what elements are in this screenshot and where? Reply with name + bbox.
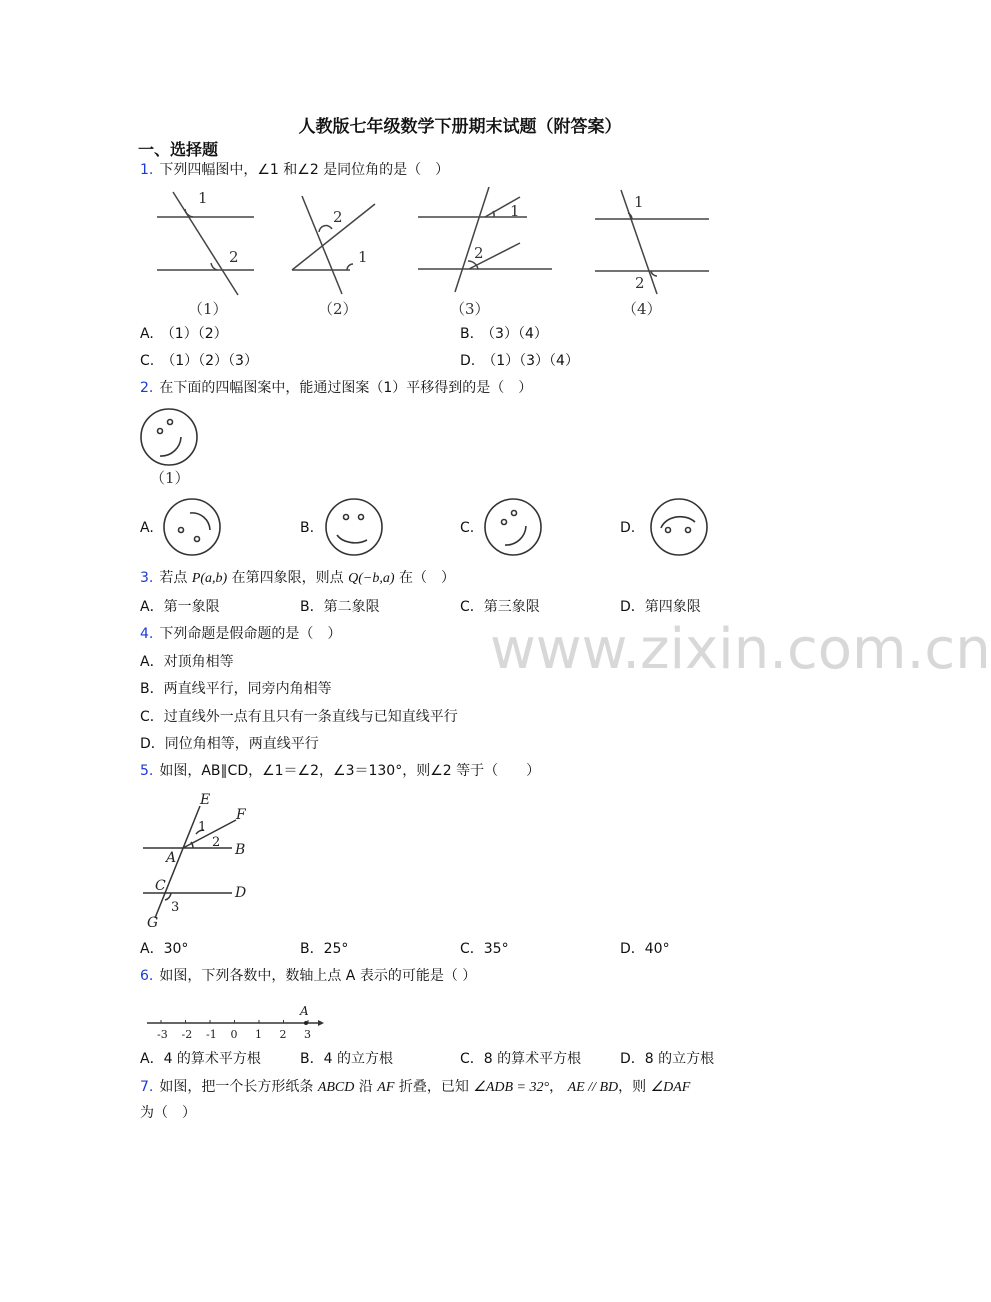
option-b[interactable]: B．第二象限 — [300, 599, 380, 615]
math: AF — [377, 1080, 395, 1095]
option-c[interactable]: C．第三象限 — [460, 599, 540, 615]
axis-tick-label: 3 — [304, 1028, 311, 1041]
angle-label: 1 — [358, 248, 368, 266]
text: ，则 — [618, 1079, 651, 1095]
option-c[interactable]: C. — [460, 520, 475, 536]
option-d[interactable]: D．8 的立方根 — [620, 1051, 715, 1067]
angle-label: 1 — [634, 193, 644, 211]
text: 在（ ） — [394, 570, 455, 586]
text: 如图，把一个长方形纸条 — [159, 1079, 318, 1095]
angle-label: 2 — [229, 248, 239, 266]
question-7 — [140, 1077, 690, 1098]
text: ， — [549, 1079, 568, 1095]
figure-label: （3） — [450, 300, 490, 318]
option-a[interactable]: A. — [140, 520, 154, 536]
angle-label: 1 — [198, 189, 208, 207]
question-number: 1. — [140, 162, 154, 178]
section-heading: 一、选择题 — [138, 140, 219, 159]
math-point-p: P(a,b) — [191, 571, 228, 586]
question-text: 下列命题是假命题的是（ ） — [159, 626, 342, 642]
option-b[interactable]: B．25° — [300, 941, 349, 957]
question-text: 下列四幅图中，∠1 和∠2 是同位角的是（ ） — [159, 162, 450, 178]
angle-label: 1 — [510, 202, 520, 220]
figure-label: （4） — [622, 300, 662, 318]
question-text: 如图，下列各数中，数轴上点 A 表示的可能是（ ） — [159, 968, 477, 984]
watermark: www.zixin.com.cn — [490, 617, 991, 682]
axis-tick-label: 1 — [255, 1028, 262, 1041]
figure-label: （1） — [188, 300, 228, 318]
math-point-q: Q(−b,a) — [348, 571, 395, 586]
text: 在第四象限，则点 — [227, 570, 349, 586]
option-d[interactable]: D．40° — [620, 941, 670, 957]
figure-label: （2） — [318, 300, 358, 318]
angle-label: 3 — [171, 900, 180, 915]
axis-tick-label: -3 — [157, 1028, 168, 1041]
axis-tick-label: 0 — [230, 1028, 238, 1041]
point-label: C — [155, 878, 166, 894]
point-label: A — [166, 850, 177, 866]
option-b[interactable]: B. — [300, 520, 315, 536]
option-c[interactable]: C. （1）（2）（3） — [140, 353, 258, 369]
option-d[interactable]: D. （1）（3）（4） — [460, 353, 579, 369]
point-label: B — [235, 842, 246, 858]
axis-tick-label: 2 — [279, 1028, 287, 1041]
text: 折叠，已知 — [394, 1079, 474, 1095]
option-b[interactable]: B．4 的立方根 — [300, 1051, 393, 1067]
point-a-label: A — [300, 1004, 309, 1018]
figure-label: （1） — [150, 469, 190, 487]
option-b[interactable]: B. （3）（4） — [460, 326, 548, 342]
point-label: E — [200, 792, 211, 808]
math: ∠DAF — [650, 1080, 691, 1095]
math: ABCD — [317, 1080, 355, 1095]
question-number: 3. — [140, 570, 154, 586]
option-a[interactable]: A．4 的算术平方根 — [140, 1051, 261, 1067]
math: AE // BD — [567, 1080, 619, 1095]
angle-label: 2 — [635, 274, 645, 292]
option-c[interactable]: C．过直线外一点有且只有一条直线与已知直线平行 — [140, 709, 458, 725]
question-text: 如图，AB∥CD，∠1＝∠2，∠3＝130°，则∠2 等于（ ） — [159, 763, 541, 779]
angle-label: 2 — [333, 208, 343, 226]
angle-label: 2 — [212, 835, 221, 850]
point-label: F — [236, 807, 246, 823]
point-label: G — [147, 915, 159, 931]
question-number: 6. — [140, 968, 154, 984]
question-7-line2: 为（ ） — [140, 1105, 196, 1121]
question-text: 在下面的四幅图案中，能通过图案（1）平移得到的是（ ） — [159, 380, 533, 396]
option-d[interactable]: D．同位角相等，两直线平行 — [140, 736, 319, 752]
axis-tick-label: -1 — [206, 1028, 217, 1041]
point-label: D — [235, 885, 247, 901]
axis-tick-label: -2 — [181, 1028, 193, 1041]
question-number: 7. — [140, 1079, 154, 1095]
text: 沿 — [354, 1079, 378, 1095]
option-a[interactable]: A．30° — [140, 941, 189, 957]
option-a[interactable]: A．对顶角相等 — [140, 654, 234, 670]
question-number: 4. — [140, 626, 154, 642]
option-a[interactable]: A．第一象限 — [140, 599, 220, 615]
angle-label: 1 — [198, 820, 207, 835]
question-number: 5. — [140, 763, 154, 779]
page-title: 人教版七年级数学下册期末试题（附答案） — [298, 117, 622, 137]
option-d[interactable]: D. — [620, 520, 636, 536]
text: 若点 — [159, 570, 192, 586]
option-d[interactable]: D．第四象限 — [620, 599, 701, 615]
math: ∠ADB = 32° — [473, 1080, 550, 1095]
angle-label: 2 — [474, 244, 484, 262]
question-number: 2. — [140, 380, 154, 396]
option-c[interactable]: C．8 的算术平方根 — [460, 1051, 582, 1067]
option-a[interactable]: A. （1）（2） — [140, 326, 228, 342]
option-c[interactable]: C．35° — [460, 941, 509, 957]
option-b[interactable]: B．两直线平行，同旁内角相等 — [140, 681, 332, 697]
